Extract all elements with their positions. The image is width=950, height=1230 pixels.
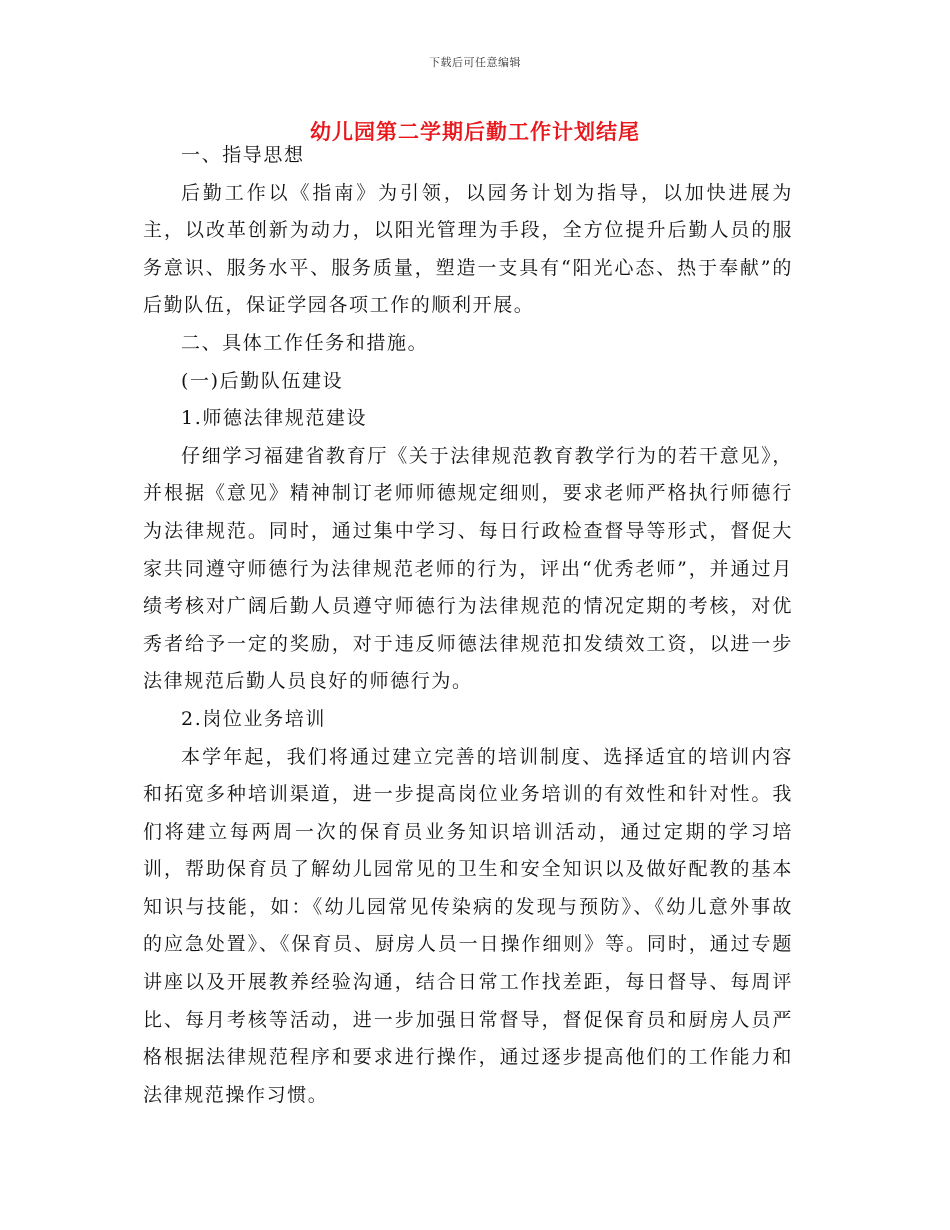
document-title: 幼儿园第二学期后勤工作计划结尾 (310, 120, 640, 144)
header-note: 下载后可任意编辑 (429, 56, 521, 69)
document-body (143, 137, 793, 1114)
subsection-heading: (一)后勤队伍建设 (181, 369, 344, 392)
section-heading: 二、具体工作任务和措施。 (181, 331, 429, 354)
item-heading: 1.师德法律规范建设 (181, 407, 368, 430)
item-heading: 2.岗位业务培训 (181, 707, 326, 730)
section-heading: 一、指导思想 (181, 144, 305, 166)
body-paragraph: 后勤工作以《指南》为引领，以园务计划为指导，以加快进展为主，以改革创新为动力，以阳光管理为手段，全方位提升后勤人员的服务意识、服务水平、服务质量，塑造一支具有“阳光心态、热于奉献”的后勤队伍，保证学园各项工作的顺利开展。 (143, 181, 793, 317)
body-paragraph: 本学年起，我们将通过建立完善的培训制度、选择适宜的培训内容和拓宽多种培训渠道，进一步提高岗位业务培训的有效性和针对性。我们将建立每两周一次的保育员业务知识培训活动，通过定期的学习培训，帮助保育员了解幼儿园常见的卫生和安全知识以及做好配教的基本知识与技能，如：《幼儿园常见传染病的发现与预防》、《幼儿意外事故的应急处置》、《保育员、厨房人员一日操作细则》等。同时，通过专题讲座以及开展教养经验沟通，结合日常工作找差距，每日督导、每周评比、每月考核等活动，进一步加强日常督导，督促保育员和厨房人员严格根据法律规范程序和要求进行操作，通过逐步提高他们的工作能力和法律规范操作习惯。 (143, 745, 793, 1106)
body-paragraph: 仔细学习福建省教育厅《关于法律规范教育教学行为的若干意见》，并根据《意见》精神制订老师师德规定细则，要求老师严格执行师德行为法律规范。同时，通过集中学习、每日行政检查督导等形式，督促大家共同遵守师德行为法律规范老师的行为，评出“优秀老师”，并通过月绩考核对广阔后勤人员遵守师德行为法律规范的情况定期的考核，对优秀者给予一定的奖励，对于违反师德法律规范扣发绩效工资，以进一步法律规范后勤人员良好的师德行为。 (143, 444, 793, 693)
